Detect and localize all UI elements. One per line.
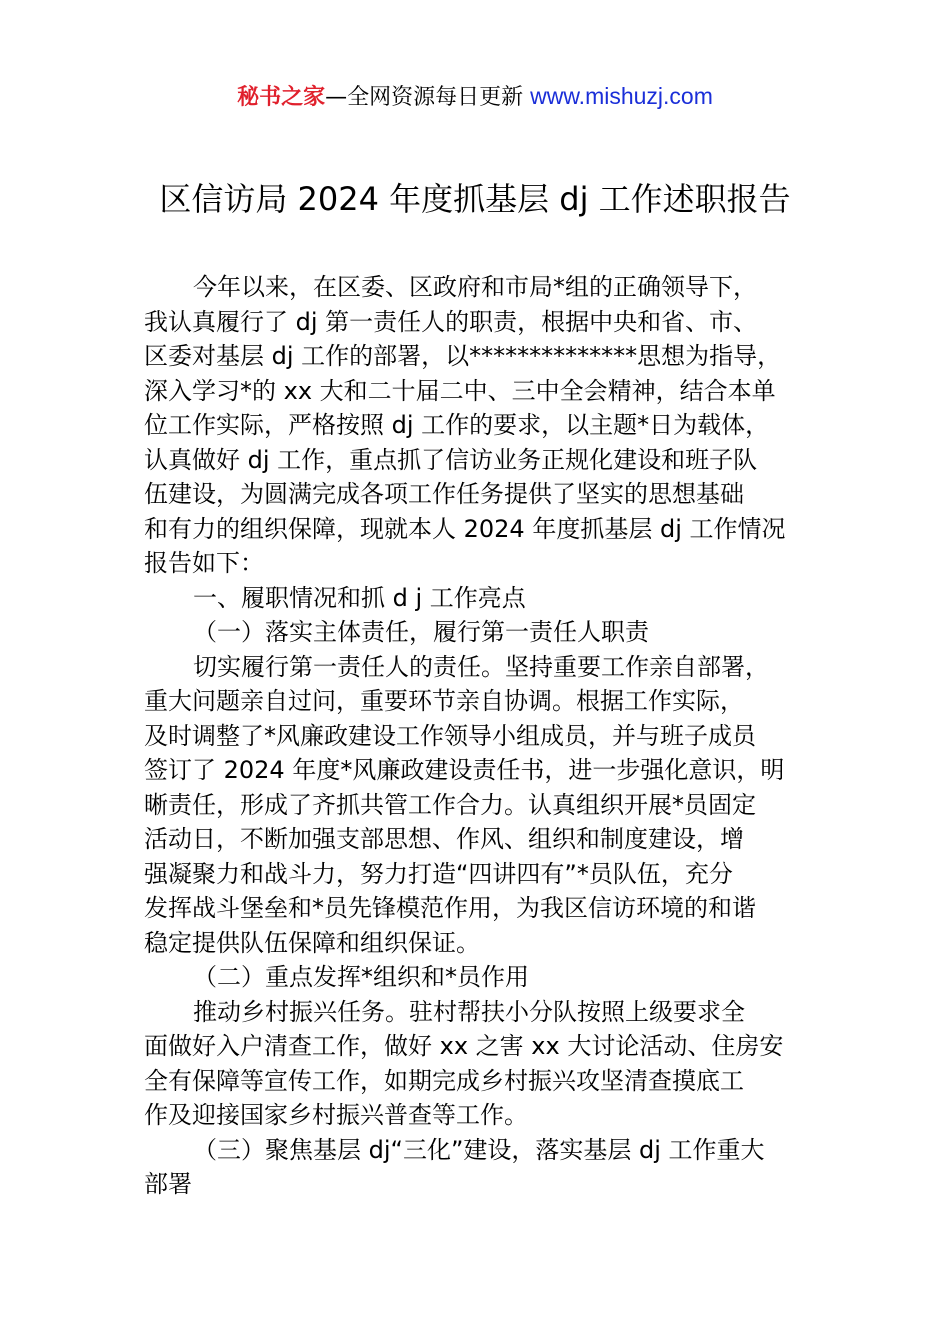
subsection-heading: （一）落实主体责任，履行第一责任人职责	[193, 618, 649, 646]
text-line: 全有保障等宣传工作，如期完成乡村振兴攻坚清查摸底工	[144, 1066, 744, 1095]
subsection-heading: （二）重点发挥*组织和*员作用	[193, 963, 529, 991]
subsection-heading: （三）聚焦基层 dj“三化”建设，落实基层 dj 工作重大	[193, 1135, 765, 1164]
site-tagline: —全网资源每日更新	[325, 85, 531, 110]
text-line: 稳定提供队伍保障和组织保证。	[144, 928, 480, 957]
section-heading: 一、履职情况和抓 d j 工作亮点	[193, 583, 526, 612]
text-line: 推动乡村振兴任务。驻村帮扶小分队按照上级要求全	[193, 997, 745, 1026]
text-line: 我认真履行了 dj 第一责任人的职责，根据中央和省、市、	[144, 307, 758, 336]
text-line: 作及迎接国家乡村振兴普查等工作。	[144, 1101, 528, 1129]
site-brand: 秘书之家	[237, 85, 326, 110]
text-line: 及时调整了*风廉政建设工作领导小组成员，并与班子成员	[144, 721, 756, 750]
text-line: 活动日，不断加强支部思想、作风、组织和制度建设，增	[144, 825, 744, 853]
text-line: 签订了 2024 年度*风廉政建设责任书，进一步强化意识，明	[144, 756, 785, 784]
text-line: 强凝聚力和战斗力，努力打造“四讲四有”*员队伍，充分	[144, 859, 733, 888]
text-line: 晰责任，形成了齐抓共管工作合力。认真组织开展*员固定	[144, 790, 756, 819]
text-line: 面做好入户清查工作，做好 xx 之害 xx 大讨论活动、住房安	[144, 1032, 784, 1060]
text-line: 今年以来，在区委、区政府和市局*组的正确领导下，	[193, 273, 757, 301]
site-header	[0, 80, 950, 114]
text-line: 部署	[144, 1170, 192, 1198]
text-line: 区委对基层 dj 工作的部署，以**************思想为指导，	[144, 342, 782, 370]
site-url-link[interactable]: www.mishuzj.com	[530, 83, 713, 109]
text-line: 发挥战斗堡垒和*员先锋模范作用，为我区信访环境的和谐	[144, 894, 756, 922]
text-line: 报告如下：	[144, 549, 264, 577]
text-line: 认真做好 dj 工作，重点抓了信访业务正规化建设和班子队	[144, 445, 758, 474]
text-line: 深入学习*的 xx 大和二十届二中、三中全会精神，结合本单	[144, 376, 776, 405]
document-body	[144, 270, 834, 1202]
text-line: 和有力的组织保障，现就本人 2024 年度抓基层 dj 工作情况	[144, 514, 786, 543]
text-line: 重大问题亲自过问，重要环节亲自协调。根据工作实际，	[144, 687, 744, 715]
text-line: 切实履行第一责任人的责任。坚持重要工作亲自部署，	[193, 652, 769, 681]
text-line: 位工作实际，严格按照 dj 工作的要求，以主题*日为载体，	[144, 411, 770, 439]
text-line: 伍建设，为圆满完成各项工作任务提供了坚实的思想基础	[144, 480, 744, 508]
document-title: 区信访局 2024 年度抓基层 dj 工作述职报告	[159, 180, 791, 218]
